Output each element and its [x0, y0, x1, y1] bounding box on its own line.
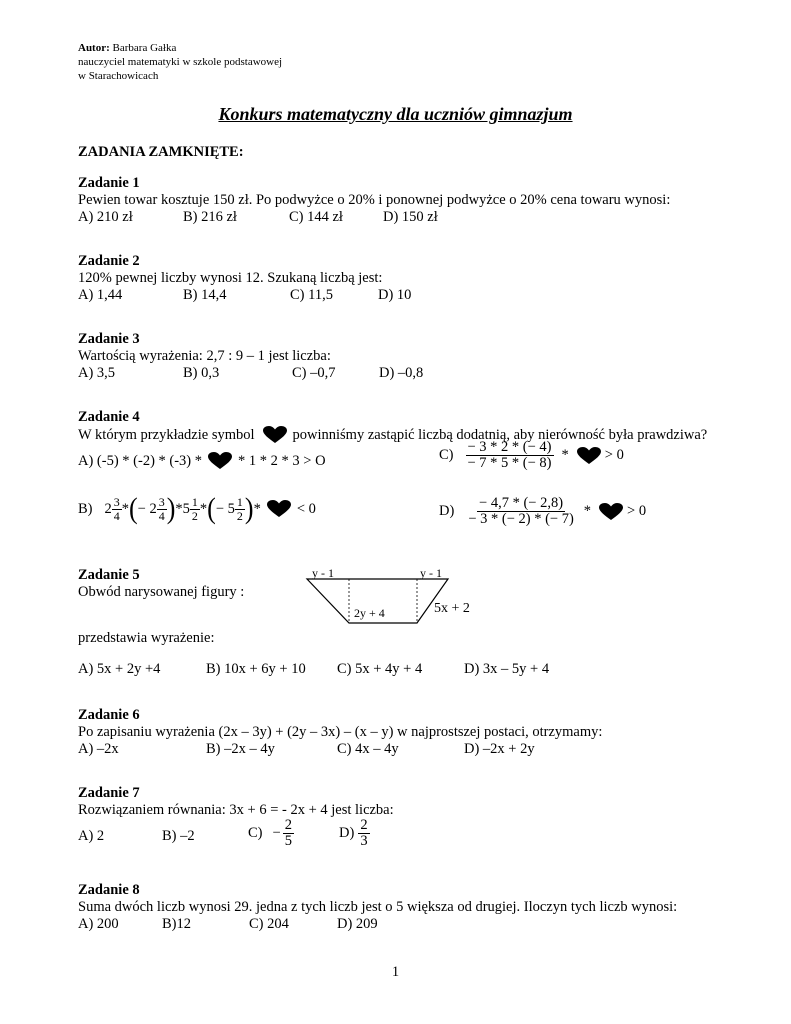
task-4-d-label: D)	[439, 503, 455, 520]
task-3-answer-a: A) 3,5	[78, 365, 116, 381]
task-4-b-term3-den: 2	[191, 508, 198, 523]
section-heading: ZADANIA ZAMKNIĘTE:	[78, 144, 244, 160]
task-4-d-tail: > 0	[627, 503, 647, 520]
task-7-c-sign: −	[272, 825, 281, 842]
task-4-option-d	[439, 496, 646, 527]
task-4-text-after: powinniśmy zastąpić liczbą dodatnią, aby nierówność była prawdziwa?	[292, 426, 708, 443]
task-4-a-label: A) (-5) * (-2) * (-3) *	[78, 452, 203, 469]
task-3-answer-b: B) 0,3	[183, 365, 220, 381]
task-1-answer-a: A) 210 zł	[78, 209, 133, 225]
task-2-answer-a: A) 1,44	[78, 287, 123, 303]
task-4-b-term3-frac	[190, 496, 200, 522]
task-4-b-term3-num: 1	[191, 495, 198, 509]
trapezoid-figure	[300, 565, 485, 630]
heart-icon	[577, 447, 601, 465]
task-8-answer-b: B)12	[162, 916, 191, 932]
task-4-d-star: *	[583, 503, 592, 520]
task-7-answer-d	[339, 818, 370, 849]
task-4-c-label: C)	[439, 447, 454, 464]
task-5-heading: Zadanie 5	[78, 567, 140, 583]
task-7-heading: Zadanie 7	[78, 785, 140, 801]
task-2-answer-d: D) 10	[378, 287, 412, 303]
task-1-answer-c: C) 144 zł	[289, 209, 343, 225]
task-4-b-label: B)	[78, 500, 93, 517]
task-1-text: Pewien towar kosztuje 150 zł. Po podwyżce o 20% i ponownej podwyżce o 20% cena towaru wynosi:	[78, 192, 671, 208]
author-label: Autor:	[78, 42, 110, 54]
task-6-answer-b: B) –2x – 4y	[206, 741, 275, 757]
task-4-b-star4: *	[253, 500, 261, 517]
task-4-c-denominator: − 7 * 5 * (− 8)	[467, 455, 552, 472]
task-4-c-tail: > 0	[604, 447, 624, 464]
task-4-c-fraction	[466, 440, 554, 471]
task-4-b-term2-frac	[157, 496, 167, 522]
task-4-b-term1-num: 3	[113, 495, 120, 509]
page-number: 1	[391, 964, 400, 980]
task-4-heading: Zadanie 4	[78, 409, 140, 425]
task-1-heading: Zadanie 1	[78, 175, 140, 191]
author-name: Barbara Gałka	[109, 42, 177, 54]
task-7-answer-c	[248, 818, 294, 849]
task-4-b-term4-den: 2	[236, 508, 243, 523]
task-5-answer-d: D) 3x – 5y + 4	[464, 661, 550, 677]
task-4-option-c	[439, 440, 624, 471]
task-7-d-den: 3	[360, 833, 368, 850]
task-8-text: Suma dwóch liczb wynosi 29. jedna z tych liczb jest o 5 większa od drugiej. Iloczyn tych liczb wynosi:	[78, 899, 678, 915]
task-5-text: Obwód narysowanej figury :	[78, 584, 245, 600]
task-6-heading: Zadanie 6	[78, 707, 140, 723]
author-position: nauczyciel matematyki w szkole podstawowej	[78, 56, 283, 68]
task-4-b-paren-close-1: )	[166, 491, 176, 526]
task-5-answer-c: C) 5x + 4y + 4	[337, 661, 423, 677]
figure-label-top-right: y - 1	[420, 566, 442, 580]
task-7-answer-a: A) 2	[78, 828, 105, 844]
page-title: Konkurs matematyczny dla uczniów gimnazjum	[218, 104, 573, 124]
task-4-d-numerator: − 4,7 * (− 2,8)	[479, 495, 564, 511]
task-8-answer-c: C) 204	[249, 916, 289, 932]
heart-icon	[267, 500, 291, 518]
task-7-answer-b: B) –2	[162, 828, 195, 844]
task-6-answer-a: A) –2x	[78, 741, 119, 757]
task-7-c-fraction	[283, 818, 294, 849]
task-7-d-num: 2	[360, 817, 368, 833]
task-4-b-paren-close-2: )	[244, 491, 254, 526]
task-4-b-term2-den: 4	[158, 508, 165, 523]
task-4-text-before: W którym przykładzie symbol	[78, 426, 255, 443]
figure-label-bottom: 2y + 4	[354, 606, 385, 620]
task-8-answer-d: D) 209	[337, 916, 378, 932]
task-6-answer-c: C) 4x – 4y	[337, 741, 399, 757]
task-2-answer-b: B) 14,4	[183, 287, 227, 303]
task-4-b-star2: *	[175, 500, 183, 517]
task-5-text2: przedstawia wyrażenie:	[78, 630, 215, 646]
task-3-heading: Zadanie 3	[78, 331, 140, 347]
heart-icon	[208, 452, 232, 470]
task-2-heading: Zadanie 2	[78, 253, 140, 269]
author-line	[78, 42, 176, 55]
task-7-c-label: C)	[248, 825, 263, 842]
task-3-answer-c: C) –0,7	[292, 365, 336, 381]
task-4-b-paren-open-2: (	[207, 491, 216, 526]
task-2-text: 120% pewnej liczby wynosi 12. Szukaną liczbą jest:	[78, 270, 383, 286]
task-7-c-num: 2	[284, 817, 292, 833]
task-7-d-label: D)	[339, 825, 355, 842]
task-5-answer-a: A) 5x + 2y +4	[78, 661, 161, 677]
task-1-answer-d: D) 150 zł	[383, 209, 438, 225]
task-3-text: Wartością wyrażenia: 2,7 : 9 – 1 jest liczba:	[78, 348, 331, 364]
task-7-d-fraction	[358, 818, 369, 849]
task-4-b-term1-whole: 2	[104, 500, 112, 517]
task-4-c-numerator: − 3 * 2 * (− 4)	[467, 439, 552, 455]
task-7-text: Rozwiązaniem równania: 3x + 6 = - 2x + 4 jest liczba:	[78, 802, 394, 818]
task-4-b-term2-whole: − 2	[137, 500, 157, 517]
figure-label-side: 5x + 2	[434, 601, 470, 616]
task-3-answer-d: D) –0,8	[379, 365, 424, 381]
task-4-option-b	[78, 491, 316, 526]
task-6-text: Po zapisaniu wyrażenia (2x – 3y) + (2y – 3x) – (x – y) w najprostszej postaci, otrzymamy:	[78, 724, 603, 740]
task-4-b-tail: < 0	[296, 500, 316, 517]
task-4-option-a	[78, 452, 326, 470]
task-7-c-den: 5	[284, 833, 292, 850]
task-2-answer-c: C) 11,5	[290, 287, 333, 303]
task-4-b-paren-open-1: (	[129, 491, 138, 526]
author-place: w Starachowicach	[78, 70, 159, 82]
task-1-answer-b: B) 216 zł	[183, 209, 237, 225]
heart-icon	[263, 426, 287, 444]
task-4-b-term4-frac	[235, 496, 245, 522]
task-4-b-term4-whole: − 5	[215, 500, 235, 517]
task-4-b-term3-whole: 5	[182, 500, 190, 517]
task-8-answer-a: A) 200	[78, 916, 119, 932]
task-4-a-tail: * 1 * 2 * 3 > O	[238, 452, 326, 469]
task-4-b-term1-frac	[112, 496, 122, 522]
task-4-d-fraction	[466, 496, 575, 527]
task-8-heading: Zadanie 8	[78, 882, 140, 898]
task-4-b-term1-den: 4	[113, 508, 120, 523]
task-4-b-term4-num: 1	[236, 495, 243, 509]
figure-label-top-left: y - 1	[312, 566, 334, 580]
task-4-b-term2-num: 3	[158, 495, 165, 509]
task-4-b-star3: *	[199, 500, 208, 517]
task-4-b-star1: *	[121, 500, 129, 517]
task-6-answer-d: D) –2x + 2y	[464, 741, 535, 757]
heart-icon	[599, 503, 623, 521]
task-4-c-star: *	[561, 447, 569, 464]
task-5-answer-b: B) 10x + 6y + 10	[206, 661, 306, 677]
task-4-d-denominator: − 3 * (− 2) * (− 7)	[468, 511, 574, 528]
